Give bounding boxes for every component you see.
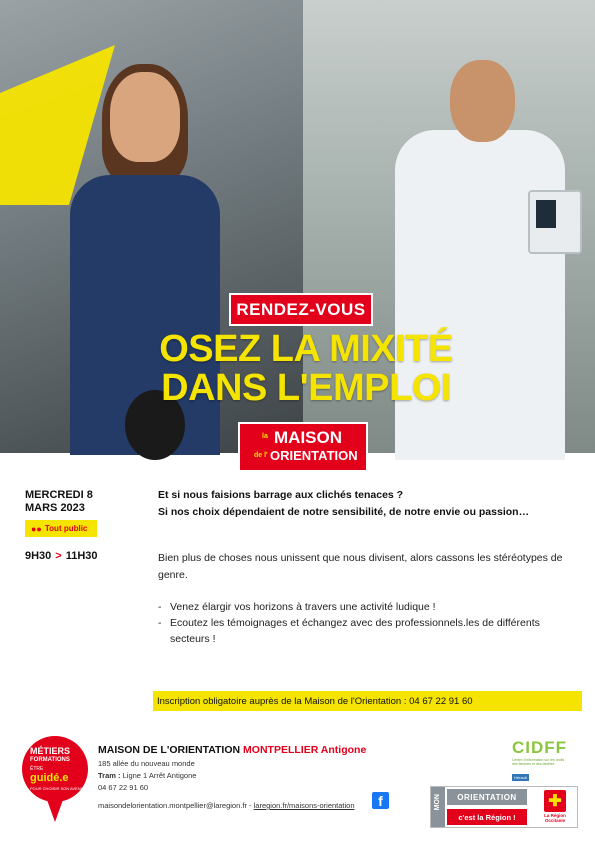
contact-links — [98, 801, 355, 810]
email-link[interactable]: maisondelorientation.montpellier@laregion.fr — [98, 801, 247, 810]
region-mon — [431, 787, 445, 827]
headline-line1: OSEZ LA MIXITÉ — [159, 328, 453, 370]
audience-label: Tout public — [44, 524, 88, 533]
link-separator: - — [246, 801, 254, 810]
inscription-banner — [153, 691, 582, 711]
list-item: - Venez élargir vos horizons à travers une activité ludique ! — [158, 601, 436, 613]
contact-title-red: MONTPELLIER Antigone — [243, 744, 367, 756]
list-item: - Ecoutez les témoignages et échangez avec des professionnels.les de différents secteurs ! — [158, 615, 578, 647]
metiers-formations-logo — [22, 736, 88, 824]
logo-maison: MAISON — [274, 428, 342, 447]
region-orientation: ORIENTATION — [447, 789, 527, 805]
metiers-line2: FORMATIONS — [30, 757, 70, 763]
time-end: 11H30 — [65, 550, 98, 562]
rendezvous-tag — [229, 293, 373, 326]
region-orientation-logo — [430, 786, 578, 828]
contact-phone: 04 67 22 91 60 — [98, 783, 149, 792]
tram-label: Tram : — [98, 771, 121, 780]
bullet-text: Ecoutez les témoignages et échangez avec des professionnels.les de différents secteurs ! — [170, 617, 540, 645]
contact-address: 185 allée du nouveau monde — [98, 759, 195, 768]
headline-line2: DANS L'EMPLOI — [161, 367, 451, 409]
logo-de: de l' — [254, 452, 268, 459]
event-date — [25, 489, 93, 515]
bullet-text: Venez élargir vos horizons à travers une activité ludique ! — [170, 601, 436, 613]
cidff-dept: Hérault — [514, 775, 527, 780]
date-line2: MARS 2023 — [25, 502, 85, 514]
occitanie-cross-icon: ✚ — [544, 790, 566, 812]
contact-tram — [98, 771, 398, 780]
time-start: 9H30 — [25, 550, 52, 562]
audience-badge — [25, 520, 97, 537]
occitanie-logo — [535, 790, 573, 824]
metiers-line1: MÉTIERS — [30, 746, 71, 756]
occitanie-text: La Région Occitanie — [544, 813, 566, 823]
medical-monitor — [528, 190, 582, 254]
people-icon: ●● — [31, 523, 42, 534]
metiers-line4: guidé.e — [30, 772, 69, 784]
region-mon-text: MON — [434, 794, 441, 811]
body-paragraph: Bien plus de choses nous unissent que nous divisent, alors cassons les stéréotypes de genre. — [158, 552, 563, 581]
headline — [146, 330, 466, 408]
intro-text — [158, 487, 578, 521]
website-link[interactable]: laregion.fr/maisons-orientation — [253, 801, 355, 810]
bullet-list — [158, 599, 578, 647]
metiers-line3: ÊTRE — [30, 766, 44, 772]
maison-orientation-logo — [238, 422, 368, 472]
rendezvous-label: RENDEZ-VOUS — [236, 299, 366, 319]
facebook-icon[interactable]: f — [372, 792, 389, 809]
logo-orientation: ORIENTATION — [270, 448, 358, 463]
time-arrow: > — [55, 550, 62, 562]
region-slogan: c'est la Région ! — [447, 809, 527, 825]
cidff-mark: CIDFF — [512, 738, 568, 757]
event-time — [25, 550, 98, 562]
contact-title-black: MAISON DE L'ORIENTATION — [98, 744, 241, 756]
contact-block — [98, 744, 398, 792]
date-line1: MERCREDI 8 — [25, 489, 93, 501]
cidff-subtitle: Centre d'information sur les droits des femmes et des familles — [512, 758, 565, 766]
cidff-logo — [512, 738, 572, 778]
intro-line2: Si nos choix dépendaient de notre sensibilité, de notre envie ou passion… — [158, 506, 530, 518]
contact-title — [98, 744, 398, 756]
metiers-line5: POUR CHOISIR SON AVENIR — [30, 786, 85, 791]
logo-le: la — [262, 433, 268, 440]
intro-line1: Et si nous faisions barrage aux clichés tenaces ? — [158, 489, 404, 501]
tram-value: Ligne 1 Arrêt Antigone — [122, 771, 197, 780]
inscription-text: Inscription obligatoire auprès de la Maison de l'Orientation : 04 67 22 91 60 — [157, 695, 473, 707]
